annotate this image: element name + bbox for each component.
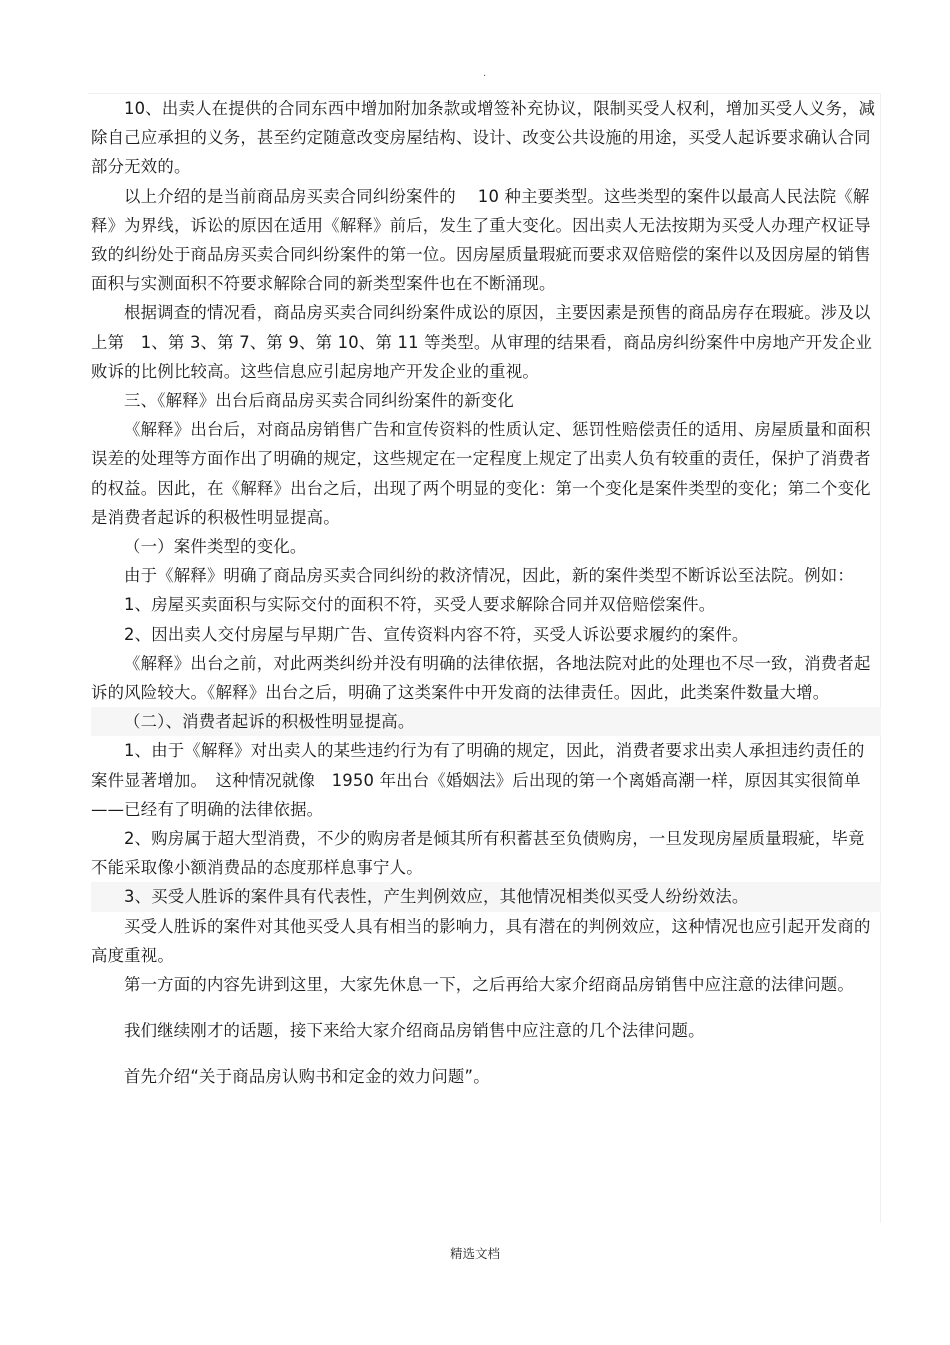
subsection-heading-1: （一）案件类型的变化。 xyxy=(124,537,307,557)
paragraph-case-types-summary: 以上介绍的是当前商品房买卖合同纠纷案件的 10 种主要类型。这些类型的案件以最高人民法院《解释》为界线，诉讼的原因在适用《解释》前后，发生了重大变化。因出卖人无法按期为买受人办理产权证导致的纠纷处于商品房买卖合同纠纷案件的第一位。因房屋质量瑕疵而要求双倍赔偿的案件以及因房屋的销售面积与实测面积不符要求解除合同的新类型案件也在不断涌现。 xyxy=(91,186,871,294)
paragraph-investigation: 根据调查的情况看，商品房买卖合同纠纷案件成讼的原因，主要因素是预售的商品房存在瑕疵。涉及以上第 1、第 3、第 7、第 9、第 10、第 11 等类型。从审理的结果看，商品房纠纷案件中房地产开发企业败诉的比例比较高。这些信息应引起房地产开发企业的重视。 xyxy=(91,303,873,381)
paragraph-item-10: 10、出卖人在提供的合同东西中增加附加条款或增签补充协议，限制买受人权利，增加买受人义务，减除自己应承担的义务，甚至约定随意改变房屋结构、设计、改变公共设施的用途，买受人起诉要求确认合同部分无效的。 xyxy=(91,99,876,177)
paragraph-before-after: 《解释》出台之前，对此两类纠纷并没有明确的法律依据，各地法院对此的处理也不尽一致，消费者起诉的风险较大。《解释》出台之后，明确了这类案件中开发商的法律责任。因此，此类案件数量大增。 xyxy=(91,653,871,703)
section-heading-3: 三、《解释》出台后商品房买卖合同纠纷案件的新变化 xyxy=(124,391,514,411)
paragraph-first-topic: 首先介绍“关于商品房认购书和定金的效力问题”。 xyxy=(124,1066,490,1086)
subsection-heading-2: （二）、消费者起诉的积极性明显提高。 xyxy=(91,707,881,736)
list-item-violation-rules: 1、由于《解释》对出卖人的某些违约行为有了明确的规定，因此，消费者要求出卖人承担违约责任的案件显著增加。 这种情况就像 1950 年出台《婚姻法》后出现的第一个离婚高潮一样，原因其实很简单——已经有了明确的法律依据。 xyxy=(91,741,865,819)
list-item-area-mismatch: 1、房屋买卖面积与实际交付的面积不符，买受人要求解除合同并双倍赔偿案件。 xyxy=(124,595,716,615)
paragraph-interpretation-effects: 《解释》出台后，对商品房销售广告和宣传资料的性质认定、惩罚性赔偿责任的适用、房屋质量和面积误差的处理等方面作出了明确的规定，这些规定在一定程度上规定了出卖人负有较重的责任，保护了消费者的权益。因此，在《解释》出台之后，出现了两个明显的变化：第一个变化是案件类型的变化；第二个变化是消费者起诉的积极性明显提高。 xyxy=(91,420,871,527)
paragraph-continue-topic: 我们继续刚才的话题，接下来给大家介绍商品房销售中应注意的几个法律问题。 xyxy=(124,1021,705,1041)
paragraph-break-notice: 第一方面的内容先讲到这里，大家先休息一下，之后再给大家介绍商品房销售中应注意的法律问题。 xyxy=(124,975,854,995)
paragraph-precedent-influence: 买受人胜诉的案件对其他买受人具有相当的影响力，具有潜在的判例效应，这种情况也应引起开发商的高度重视。 xyxy=(91,916,871,965)
page-top-mark: · xyxy=(483,71,487,82)
document-body xyxy=(91,94,881,1091)
paragraph-new-case-types: 由于《解释》明确了商品房买卖合同纠纷的救济情况，因此，新的案件类型不断诉讼至法院。例如： xyxy=(124,566,854,586)
list-item-large-consumption: 2、购房属于超大型消费，不少的购房者是倾其所有积蓄甚至负债购房，一旦发现房屋质量瑕疵，毕竟不能采取像小额消费品的态度那样息事宁人。 xyxy=(91,829,865,878)
list-item-advert-mismatch: 2、因出卖人交付房屋与早期广告、宣传资料内容不符，买受人诉讼要求履约的案件。 xyxy=(124,624,749,644)
page-footer: 精选文档 xyxy=(449,1246,500,1261)
list-item-precedent: 3、买受人胜诉的案件具有代表性，产生判例效应，其他情况相类似买受人纷纷效法。 xyxy=(91,882,881,911)
